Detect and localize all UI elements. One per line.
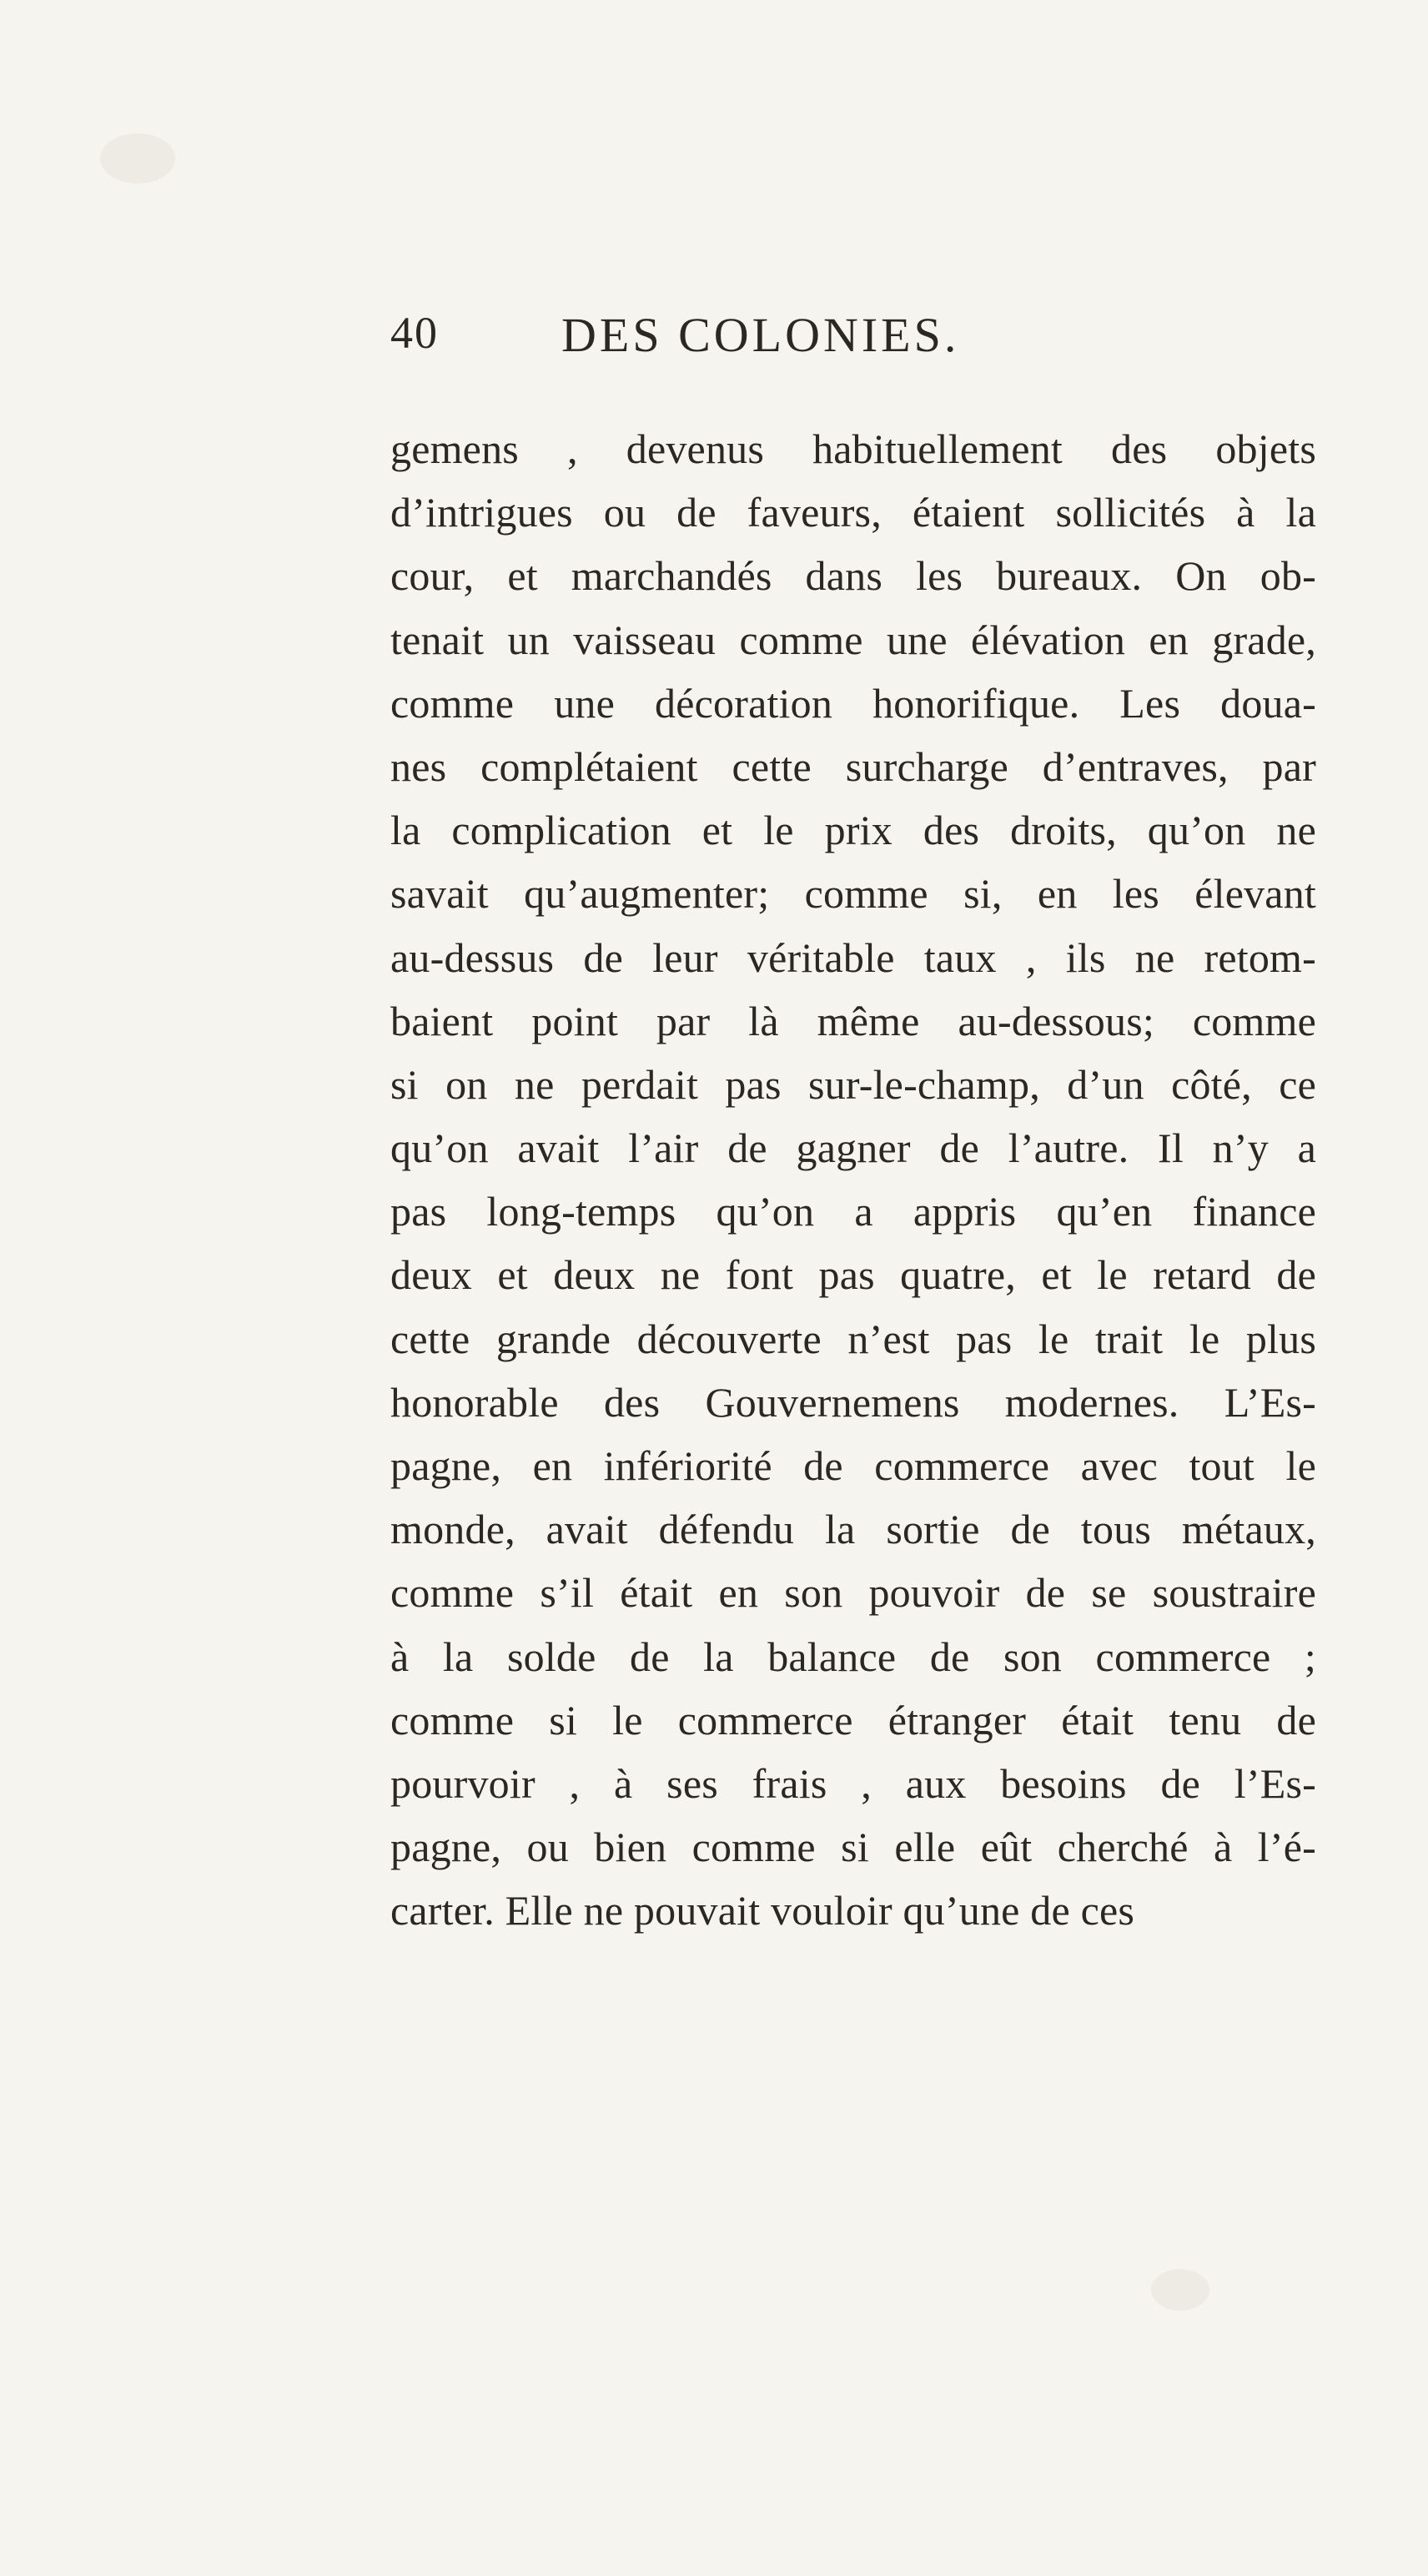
text-line: gemens , devenus habituellement des objets: [390, 425, 1316, 472]
text-line: comme si le commerce étranger était tenu de: [390, 1696, 1316, 1743]
text-line: pagne, ou bien comme si elle eût cherché à l’é-: [390, 1824, 1316, 1871]
text-line: savait qu’augmenter; comme si, en les élevant: [390, 870, 1316, 918]
text-line: comme une décoration honorifique. Les doua-: [390, 679, 1316, 727]
text-line: d’intrigues ou de faveurs, étaient sollicités à la: [390, 489, 1316, 536]
text-line: la complication et le prix des droits, qu’on ne: [390, 807, 1316, 854]
text-line: carter. Elle ne pouvait vouloir qu’une de ces: [390, 1887, 1135, 1935]
text-line: pagne, en infériorité de commerce avec tout le: [390, 1442, 1316, 1489]
text-line: au-dessus de leur véritable taux , ils ne retom-: [390, 933, 1316, 981]
page-number: 40: [390, 308, 439, 358]
text-line: nes complétaient cette surcharge d’entraves, par: [390, 742, 1316, 790]
text-line: comme s’il était en son pouvoir de se soustraire: [390, 1569, 1316, 1617]
text-line: pas long-temps qu’on a appris qu’en finance: [390, 1188, 1316, 1235]
running-title: DES COLONIES.: [561, 308, 960, 362]
paper-stain: [1151, 2269, 1209, 2311]
paper-stain: [100, 133, 175, 184]
text-line: honorable des Gouvernemens modernes. L’Es-: [390, 1378, 1316, 1426]
text-line: à la solde de la balance de son commerce ;: [390, 1633, 1316, 1680]
page-header: [390, 307, 1308, 382]
text-line: tenait un vaisseau comme une élévation en grade,: [390, 616, 1316, 663]
text-line: deux et deux ne font pas quatre, et le retard de: [390, 1251, 1316, 1299]
text-line: monde, avait défendu la sortie de tous métaux,: [390, 1506, 1316, 1553]
text-line: cette grande découverte n’est pas le trait le plus: [390, 1315, 1316, 1362]
text-line: cour, et marchandés dans les bureaux. On ob-: [390, 552, 1316, 600]
text-line: baient point par là même au-dessous; comme: [390, 997, 1316, 1044]
text-line: qu’on avait l’air de gagner de l’autre. Il n’y a: [390, 1124, 1316, 1172]
body-text: [390, 417, 1316, 1943]
text-line: si on ne perdait pas sur-le-champ, d’un côté, ce: [390, 1060, 1316, 1108]
text-line: pourvoir , à ses frais , aux besoins de l’Es-: [390, 1759, 1316, 1807]
